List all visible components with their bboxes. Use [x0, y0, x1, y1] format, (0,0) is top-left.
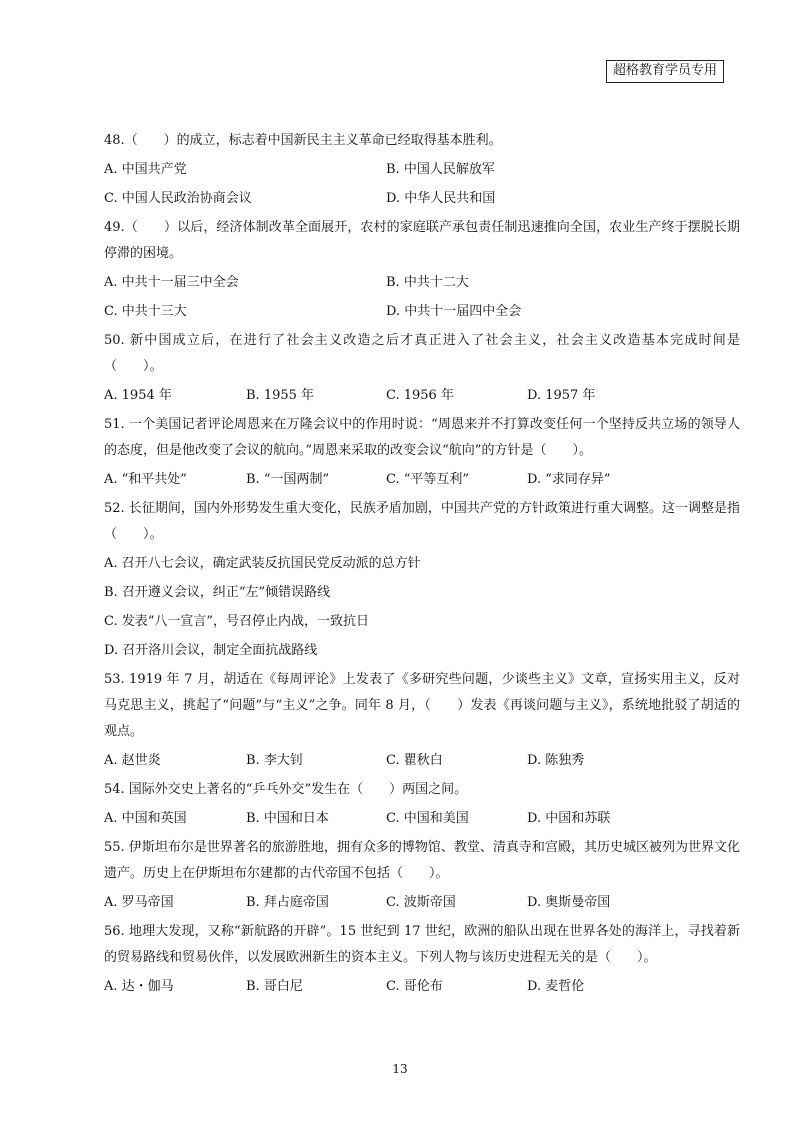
option-c: C. 波斯帝国 — [386, 895, 456, 910]
option-b: B. 哥白尼 — [246, 979, 303, 994]
options-row — [104, 974, 740, 1000]
option-d: D. 召开洛川会议，制定全面抗战路线 — [104, 643, 318, 658]
option-d: D. 中华人民共和国 — [386, 191, 496, 206]
option-d: D. 1957 年 — [527, 388, 596, 403]
option-b: B. 中国和日本 — [246, 811, 329, 826]
options-row — [104, 383, 740, 409]
question-stem: 51. 一个美国记者评论周恩来在万隆会议中的作用时说：“周恩来并不打算改变任何一个坚持反共立场的领导人的态度，但是他改变了会议的航向。”周恩来采取的改变会议“航向”的方针是（ ）。 — [104, 417, 740, 458]
option-d: D. “求同存异” — [527, 472, 611, 487]
option-a: A. 中国和英国 — [104, 811, 187, 826]
exclusive-use-badge: 超格教育学员专用 — [606, 60, 724, 83]
option-a: A. 1954 年 — [104, 388, 172, 403]
option-c: C. 中国人民政治协商会议 — [104, 191, 252, 206]
option-d: D. 中国和苏联 — [527, 811, 611, 826]
option-b: B. 中国人民解放军 — [386, 162, 495, 177]
option-d: D. 奥斯曼帝国 — [527, 895, 611, 910]
option-c: C. 哥伦布 — [386, 979, 443, 994]
option-b: B. 召开遵义会议，纠正“左”倾错误路线 — [104, 585, 331, 600]
option-b: B. 拜占庭帝国 — [246, 895, 329, 910]
option-c: C. 中国和美国 — [386, 811, 469, 826]
option-b: B. 李大钊 — [246, 753, 303, 768]
options-row — [104, 748, 740, 774]
options-row — [104, 270, 740, 296]
option-c: C. 1956 年 — [386, 388, 454, 403]
question-54 — [104, 777, 740, 832]
question-stem: 56. 地理大发现，又称“新航路的开辟”。15 世纪到 17 世纪，欧洲的船队出现在世界各处的海洋上，寻找着新的贸易路线和贸易伙伴，以发展欧洲新生的资本主义。下列人物与该历史进程无关的是（ ）。 — [104, 924, 740, 965]
question-52 — [104, 496, 740, 664]
question-55 — [104, 835, 740, 916]
question-50 — [104, 328, 740, 409]
question-56 — [104, 919, 740, 1000]
question-list — [104, 128, 740, 1003]
question-stem: 53. 1919 年 7 月，胡适在《每周评论》上发表了《多研究些问题，少谈些主义》文章，宣扬实用主义，反对马克思主义，挑起了“问题”与“主义”之争。同年 8 月，（ ）发表《再谈问题与主义》，系统地批驳了胡适的观点。 — [104, 672, 740, 739]
options-row — [104, 806, 740, 832]
option-d: D. 中共十一届四中全会 — [386, 304, 522, 319]
options-row — [104, 299, 740, 325]
option-c: C. “平等互利” — [386, 472, 470, 487]
option-a: A. 达・伽马 — [104, 979, 174, 994]
options-row — [104, 186, 740, 212]
question-stem: 52. 长征期间，国内外形势发生重大变化，民族矛盾加剧，中国共产党的方针政策进行重大调整。这一调整是指（ ）。 — [104, 501, 740, 542]
option-b: B. 1955 年 — [246, 388, 315, 403]
question-stem: 50. 新中国成立后，在进行了社会主义改造之后才真正进入了社会主义，社会主义改造基本完成时间是（ ）。 — [104, 333, 740, 374]
option-a: A. “和平共处” — [104, 472, 187, 487]
page-number: 13 — [392, 1062, 408, 1076]
option-a: A. 召开八七会议，确定武装反抗国民党反动派的总方针 — [104, 556, 421, 571]
question-stem: 49.（ ）以后，经济体制改革全面展开，农村的家庭联产承包责任制迅速推向全国，农业生产终于摆脱长期停滞的困境。 — [104, 220, 740, 261]
option-d: D. 麦哲伦 — [527, 979, 585, 994]
question-stem: 48.（ ）的成立，标志着中国新民主主义革命已经取得基本胜利。 — [104, 133, 502, 148]
question-stem: 54. 国际外交史上著名的“乒乓外交”发生在（ ）两国之间。 — [104, 782, 468, 797]
option-c: C. 发表“八一宣言”，号召停止内战，一致抗日 — [104, 614, 370, 629]
option-b: B. “一国两制” — [246, 472, 330, 487]
options-row — [104, 157, 740, 183]
question-53 — [104, 667, 740, 774]
option-a: A. 中国共产党 — [104, 162, 187, 177]
option-d: D. 陈独秀 — [527, 753, 585, 768]
options-row — [104, 890, 740, 916]
question-48 — [104, 128, 740, 212]
option-a: A. 罗马帝国 — [104, 895, 174, 910]
options-row — [104, 467, 740, 493]
option-b: B. 中共十二大 — [386, 275, 469, 290]
option-a: A. 赵世炎 — [104, 753, 161, 768]
option-a: A. 中共十一届三中全会 — [104, 275, 239, 290]
option-c: C. 瞿秋白 — [386, 753, 443, 768]
question-49 — [104, 215, 740, 325]
option-c: C. 中共十三大 — [104, 304, 187, 319]
question-stem: 55. 伊斯坦布尔是世界著名的旅游胜地，拥有众多的博物馆、教堂、清真寺和宫殿，其历史城区被列为世界文化遗产。历史上在伊斯坦布尔建都的古代帝国不包括（ ）。 — [104, 840, 740, 881]
question-51 — [104, 412, 740, 493]
